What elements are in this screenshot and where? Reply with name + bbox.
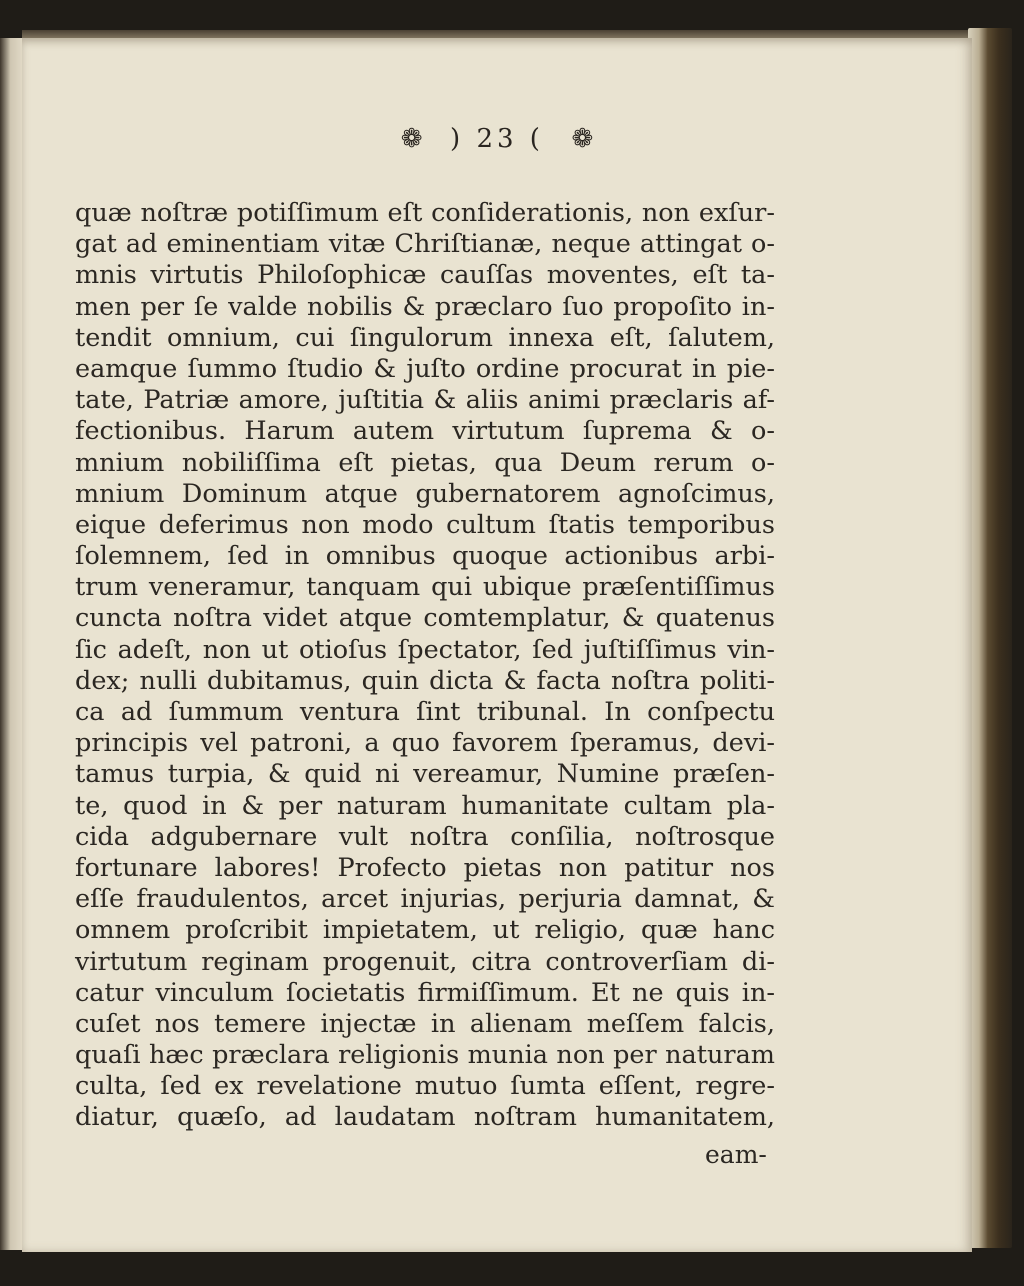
text-line: quæ noſtræ potiſſimum eſt conſiderationis, non exſur- bbox=[75, 198, 775, 228]
text-line: trum veneramur, tanquam qui ubique præſentiſſimus bbox=[75, 572, 775, 603]
text-line: cuncta noſtra videt atque comtemplatur, & quatenus bbox=[75, 603, 775, 634]
text-line: ſolemnem, ſed in omnibus quoque actionibus arbi- bbox=[75, 541, 775, 572]
text-line: cuſet nos temere injectæ in alienam meſſem falcis, bbox=[75, 1008, 775, 1039]
text-line: tamus turpia, & quid ni vereamur, Numine præſen- bbox=[75, 759, 775, 790]
text-line: diatur, quæſo, ad laudatam noſtram humanitatem, bbox=[75, 1102, 775, 1133]
text-line: omnem proſcribit impietatem, ut religio, quæ hanc bbox=[75, 915, 775, 946]
book-page bbox=[22, 38, 972, 1252]
text-line: fectionibus. Harum autem virtutum ſuprema & o- bbox=[75, 416, 775, 447]
text-line: principis vel patroni, a quo favorem ſperamus, devi- bbox=[75, 728, 775, 759]
ornament-left-icon: ❁ bbox=[400, 124, 423, 154]
ornament-right-icon: ❁ bbox=[571, 124, 594, 154]
book-cover-edge bbox=[968, 28, 1012, 1248]
text-line: tendit omnium, cui ſingulorum innexa eſt, ſalutem, bbox=[75, 322, 775, 353]
running-header bbox=[22, 120, 972, 155]
text-line: mnium Dominum atque gubernatorem agnoſcimus, bbox=[75, 478, 775, 509]
text-line: ca ad ſummum ventura ſint tribunal. In conſpectu bbox=[75, 697, 775, 727]
text-line: fortunare labores! Profecto pietas non patitur nos bbox=[75, 852, 775, 883]
page-number: ) 23 ( bbox=[450, 124, 544, 154]
text-line: mnium nobiliſſima eſt pietas, qua Deum rerum o- bbox=[75, 447, 775, 478]
text-line: ſic adeſt, non ut otioſus ſpectator, ſed juſtiſſimus vin- bbox=[75, 634, 775, 665]
text-line: cida adgubernare vult noſtra conſilia, noſtrosque bbox=[75, 821, 775, 852]
text-line: eamque ſummo ſtudio & juſto ordine procurat in pie- bbox=[75, 353, 775, 384]
body-text bbox=[75, 198, 775, 1134]
catchword: eam- bbox=[705, 1140, 767, 1169]
text-line: virtutum reginam progenuit, citra controverſiam di- bbox=[75, 946, 775, 977]
text-line: eique deferimus non modo cultum ſtatis temporibus bbox=[75, 509, 775, 540]
text-line: mnis virtutis Philoſophicæ cauſſas moventes, eſt ta- bbox=[75, 260, 775, 291]
text-line: te, quod in & per naturam humanitate cultam pla- bbox=[75, 790, 775, 821]
text-line: gat ad eminentiam vitæ Chriſtianæ, neque attingat o- bbox=[75, 229, 775, 260]
text-line: eſſe fraudulentos, arcet injurias, perjuria damnat, & bbox=[75, 884, 775, 915]
text-line: dex; nulli dubitamus, quin dicta & facta noſtra politi- bbox=[75, 665, 775, 696]
text-line: culta, ſed ex revelatione mutuo ſumta eſſent, regre- bbox=[75, 1071, 775, 1102]
text-line: men per ſe valde nobilis & præclaro ſuo propoſito in- bbox=[75, 291, 775, 322]
text-line: catur vinculum ſocietatis firmiſſimum. Et ne quis in- bbox=[75, 977, 775, 1008]
text-line: quaſi hæc præclara religionis munia non per naturam bbox=[75, 1040, 775, 1071]
text-line: tate, Patriæ amore, juſtitia & aliis animi præclaris af- bbox=[75, 385, 775, 416]
